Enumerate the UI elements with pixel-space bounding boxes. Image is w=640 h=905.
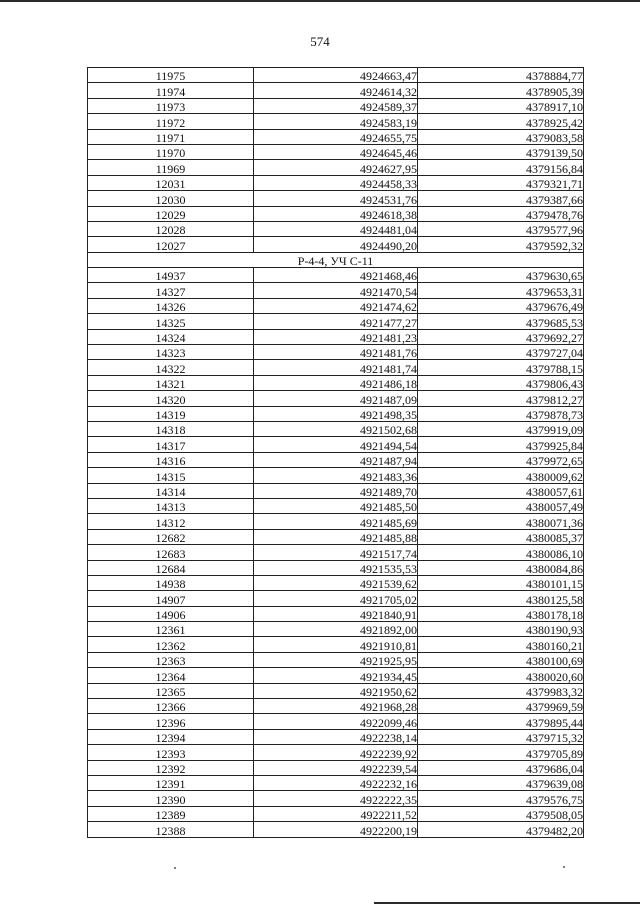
x-coordinate-cell: 4924663,47: [254, 68, 418, 83]
point-number-cell: 12366: [88, 699, 254, 714]
x-coordinate-cell: 4921498,35: [254, 406, 418, 421]
table-row: [88, 206, 584, 221]
table-row: [88, 268, 584, 283]
table-row: [88, 683, 584, 698]
x-coordinate-cell: 4924645,46: [254, 144, 418, 159]
point-number-cell: 12394: [88, 729, 254, 744]
table-row: [88, 129, 584, 144]
y-coordinate-cell: 4379969,59: [418, 699, 584, 714]
point-number-cell: 14322: [88, 360, 254, 375]
table-row: [88, 175, 584, 190]
table-row: [88, 714, 584, 729]
x-coordinate-cell: 4921477,27: [254, 314, 418, 329]
x-coordinate-cell: 4921535,53: [254, 560, 418, 575]
table-row: [88, 406, 584, 421]
y-coordinate-cell: 4379676,49: [418, 298, 584, 313]
y-coordinate-cell: 4379576,75: [418, 791, 584, 806]
table-row: [88, 575, 584, 590]
y-coordinate-cell: 4379972,65: [418, 452, 584, 467]
point-number-cell: 12027: [88, 237, 254, 252]
point-number-cell: 12361: [88, 622, 254, 637]
x-coordinate-cell: 4921487,94: [254, 452, 418, 467]
x-coordinate-cell: 4921934,45: [254, 668, 418, 683]
y-coordinate-cell: 4380086,10: [418, 545, 584, 560]
point-number-cell: 11973: [88, 98, 254, 113]
x-coordinate-cell: 4924655,75: [254, 129, 418, 144]
point-number-cell: 14315: [88, 468, 254, 483]
y-coordinate-cell: 4379685,53: [418, 314, 584, 329]
table-row: [88, 452, 584, 467]
x-coordinate-cell: 4921705,02: [254, 591, 418, 606]
table-row: [88, 498, 584, 513]
point-number-cell: 14316: [88, 452, 254, 467]
point-number-cell: 12030: [88, 191, 254, 206]
table-row: [88, 468, 584, 483]
x-coordinate-cell: 4921470,54: [254, 283, 418, 298]
table-row: [88, 421, 584, 436]
y-coordinate-cell: 4379705,89: [418, 745, 584, 760]
x-coordinate-cell: 4922222,35: [254, 791, 418, 806]
y-coordinate-cell: 4380057,61: [418, 483, 584, 498]
x-coordinate-cell: 4924531,76: [254, 191, 418, 206]
table-row: [88, 745, 584, 760]
x-coordinate-cell: 4922239,92: [254, 745, 418, 760]
table-row: [88, 98, 584, 113]
point-number-cell: 14318: [88, 421, 254, 436]
y-coordinate-cell: 4378925,42: [418, 114, 584, 129]
x-coordinate-cell: 4921474,62: [254, 298, 418, 313]
table-row: [88, 622, 584, 637]
table-row: [88, 591, 584, 606]
table-row: [88, 606, 584, 621]
x-coordinate-cell: 4921539,62: [254, 575, 418, 590]
section-title: Р-4-4, УЧ С-11: [88, 252, 584, 267]
y-coordinate-cell: 4380101,15: [418, 575, 584, 590]
table-row: [88, 314, 584, 329]
y-coordinate-cell: 4379788,15: [418, 360, 584, 375]
y-coordinate-cell: 4380020,60: [418, 668, 584, 683]
point-number-cell: 14312: [88, 514, 254, 529]
table-row: [88, 760, 584, 775]
y-coordinate-cell: 4379895,44: [418, 714, 584, 729]
point-number-cell: 12365: [88, 683, 254, 698]
table-row: [88, 160, 584, 175]
table-row: [88, 191, 584, 206]
x-coordinate-cell: 4921489,70: [254, 483, 418, 498]
x-coordinate-cell: 4924481,04: [254, 221, 418, 236]
y-coordinate-cell: 4379639,08: [418, 775, 584, 790]
x-coordinate-cell: 4921483,36: [254, 468, 418, 483]
y-coordinate-cell: 4379478,76: [418, 206, 584, 221]
x-coordinate-cell: 4921486,18: [254, 375, 418, 390]
table-row: [88, 68, 584, 83]
table-row: [88, 652, 584, 667]
table-row: [88, 144, 584, 159]
y-coordinate-cell: 4379630,65: [418, 268, 584, 283]
y-coordinate-cell: 4380160,21: [418, 637, 584, 652]
x-coordinate-cell: 4921950,62: [254, 683, 418, 698]
y-coordinate-cell: 4380100,69: [418, 652, 584, 667]
x-coordinate-cell: 4921968,28: [254, 699, 418, 714]
x-coordinate-cell: 4921485,69: [254, 514, 418, 529]
x-coordinate-cell: 4922200,19: [254, 822, 418, 837]
x-coordinate-cell: 4921468,46: [254, 268, 418, 283]
x-coordinate-cell: 4924458,33: [254, 175, 418, 190]
point-number-cell: 14907: [88, 591, 254, 606]
x-coordinate-cell: 4922211,52: [254, 806, 418, 821]
y-coordinate-cell: 4379727,04: [418, 345, 584, 360]
page-number: 574: [310, 34, 330, 49]
table-row: [88, 637, 584, 652]
point-number-cell: 12363: [88, 652, 254, 667]
x-coordinate-cell: 4922232,16: [254, 775, 418, 790]
point-number-cell: 14319: [88, 406, 254, 421]
point-number-cell: 12683: [88, 545, 254, 560]
point-number-cell: 11971: [88, 129, 254, 144]
y-coordinate-cell: 4379508,05: [418, 806, 584, 821]
point-number-cell: 14320: [88, 391, 254, 406]
table-row: [88, 329, 584, 344]
table-row: [88, 699, 584, 714]
y-coordinate-cell: 4378917,10: [418, 98, 584, 113]
x-coordinate-cell: 4922238,14: [254, 729, 418, 744]
x-coordinate-cell: 4921502,68: [254, 421, 418, 436]
table-row: [88, 391, 584, 406]
y-coordinate-cell: 4379577,96: [418, 221, 584, 236]
table-row: [88, 529, 584, 544]
scan-top-border: [0, 0, 640, 2]
x-coordinate-cell: 4921481,76: [254, 345, 418, 360]
x-coordinate-cell: 4921517,74: [254, 545, 418, 560]
point-number-cell: 12364: [88, 668, 254, 683]
y-coordinate-cell: 4380190,93: [418, 622, 584, 637]
table-row: [88, 791, 584, 806]
y-coordinate-cell: 4379653,31: [418, 283, 584, 298]
y-coordinate-cell: 4379692,27: [418, 329, 584, 344]
point-number-cell: 14327: [88, 283, 254, 298]
point-number-cell: 14314: [88, 483, 254, 498]
table-row: [88, 375, 584, 390]
point-number-cell: 12388: [88, 822, 254, 837]
x-coordinate-cell: 4924614,32: [254, 83, 418, 98]
table-row: [88, 437, 584, 452]
y-coordinate-cell: 4379812,27: [418, 391, 584, 406]
table-row: [88, 668, 584, 683]
scan-speck: [174, 867, 176, 869]
table-row: [88, 514, 584, 529]
point-number-cell: 12393: [88, 745, 254, 760]
y-coordinate-cell: 4379482,20: [418, 822, 584, 837]
x-coordinate-cell: 4924583,19: [254, 114, 418, 129]
y-coordinate-cell: 4379083,58: [418, 129, 584, 144]
point-number-cell: 14326: [88, 298, 254, 313]
point-number-cell: 12682: [88, 529, 254, 544]
point-number-cell: 12390: [88, 791, 254, 806]
x-coordinate-cell: 4921487,09: [254, 391, 418, 406]
point-number-cell: 14321: [88, 375, 254, 390]
y-coordinate-cell: 4380085,37: [418, 529, 584, 544]
table-row: [88, 360, 584, 375]
table-row: [88, 483, 584, 498]
point-number-cell: 11972: [88, 114, 254, 129]
y-coordinate-cell: 4379686,04: [418, 760, 584, 775]
y-coordinate-cell: 4380125,58: [418, 591, 584, 606]
point-number-cell: 12389: [88, 806, 254, 821]
y-coordinate-cell: 4380009,62: [418, 468, 584, 483]
table-row: [88, 345, 584, 360]
y-coordinate-cell: 4378884,77: [418, 68, 584, 83]
y-coordinate-cell: 4380178,18: [418, 606, 584, 621]
table-row: [88, 806, 584, 821]
y-coordinate-cell: 4380084,86: [418, 560, 584, 575]
y-coordinate-cell: 4379139,50: [418, 144, 584, 159]
y-coordinate-cell: 4380071,36: [418, 514, 584, 529]
table-row: [88, 775, 584, 790]
y-coordinate-cell: 4379321,71: [418, 175, 584, 190]
table-row: [88, 114, 584, 129]
table-row: [88, 237, 584, 252]
table-row: [88, 283, 584, 298]
x-coordinate-cell: 4921485,88: [254, 529, 418, 544]
point-number-cell: 14323: [88, 345, 254, 360]
x-coordinate-cell: 4924618,38: [254, 206, 418, 221]
y-coordinate-cell: 4380057,49: [418, 498, 584, 513]
point-number-cell: 12392: [88, 760, 254, 775]
y-coordinate-cell: 4378905,39: [418, 83, 584, 98]
y-coordinate-cell: 4379878,73: [418, 406, 584, 421]
table-row: [88, 729, 584, 744]
point-number-cell: 11970: [88, 144, 254, 159]
x-coordinate-cell: 4921925,95: [254, 652, 418, 667]
table-row: [88, 545, 584, 560]
point-number-cell: 12391: [88, 775, 254, 790]
x-coordinate-cell: 4922239,54: [254, 760, 418, 775]
table-row: [88, 83, 584, 98]
scan-speck: [563, 866, 565, 868]
table-row: [88, 298, 584, 313]
point-number-cell: 12362: [88, 637, 254, 652]
x-coordinate-cell: 4921485,50: [254, 498, 418, 513]
x-coordinate-cell: 4922099,46: [254, 714, 418, 729]
y-coordinate-cell: 4379806,43: [418, 375, 584, 390]
x-coordinate-cell: 4921481,23: [254, 329, 418, 344]
table-row: [88, 221, 584, 236]
point-number-cell: 14938: [88, 575, 254, 590]
scan-bottom-border: [374, 902, 640, 904]
point-number-cell: 11975: [88, 68, 254, 83]
y-coordinate-cell: 4379387,66: [418, 191, 584, 206]
point-number-cell: 14906: [88, 606, 254, 621]
point-number-cell: 14324: [88, 329, 254, 344]
point-number-cell: 14937: [88, 268, 254, 283]
y-coordinate-cell: 4379983,32: [418, 683, 584, 698]
x-coordinate-cell: 4924627,95: [254, 160, 418, 175]
table-row: [88, 822, 584, 837]
x-coordinate-cell: 4921481,74: [254, 360, 418, 375]
point-number-cell: 12029: [88, 206, 254, 221]
point-number-cell: 12684: [88, 560, 254, 575]
point-number-cell: 11974: [88, 83, 254, 98]
section-header-row: [88, 252, 584, 267]
x-coordinate-cell: 4921910,81: [254, 637, 418, 652]
point-number-cell: 14313: [88, 498, 254, 513]
y-coordinate-cell: 4379925,84: [418, 437, 584, 452]
y-coordinate-cell: 4379156,84: [418, 160, 584, 175]
x-coordinate-cell: 4921892,00: [254, 622, 418, 637]
point-number-cell: 14325: [88, 314, 254, 329]
x-coordinate-cell: 4924490,20: [254, 237, 418, 252]
point-number-cell: 12028: [88, 221, 254, 236]
y-coordinate-cell: 4379919,09: [418, 421, 584, 436]
x-coordinate-cell: 4921494,54: [254, 437, 418, 452]
point-number-cell: 12396: [88, 714, 254, 729]
x-coordinate-cell: 4924589,37: [254, 98, 418, 113]
table-row: [88, 560, 584, 575]
y-coordinate-cell: 4379592,32: [418, 237, 584, 252]
coordinates-table-body: [88, 68, 584, 838]
y-coordinate-cell: 4379715,32: [418, 729, 584, 744]
point-number-cell: 12031: [88, 175, 254, 190]
point-number-cell: 11969: [88, 160, 254, 175]
x-coordinate-cell: 4921840,91: [254, 606, 418, 621]
coordinates-table: [87, 67, 584, 838]
point-number-cell: 14317: [88, 437, 254, 452]
